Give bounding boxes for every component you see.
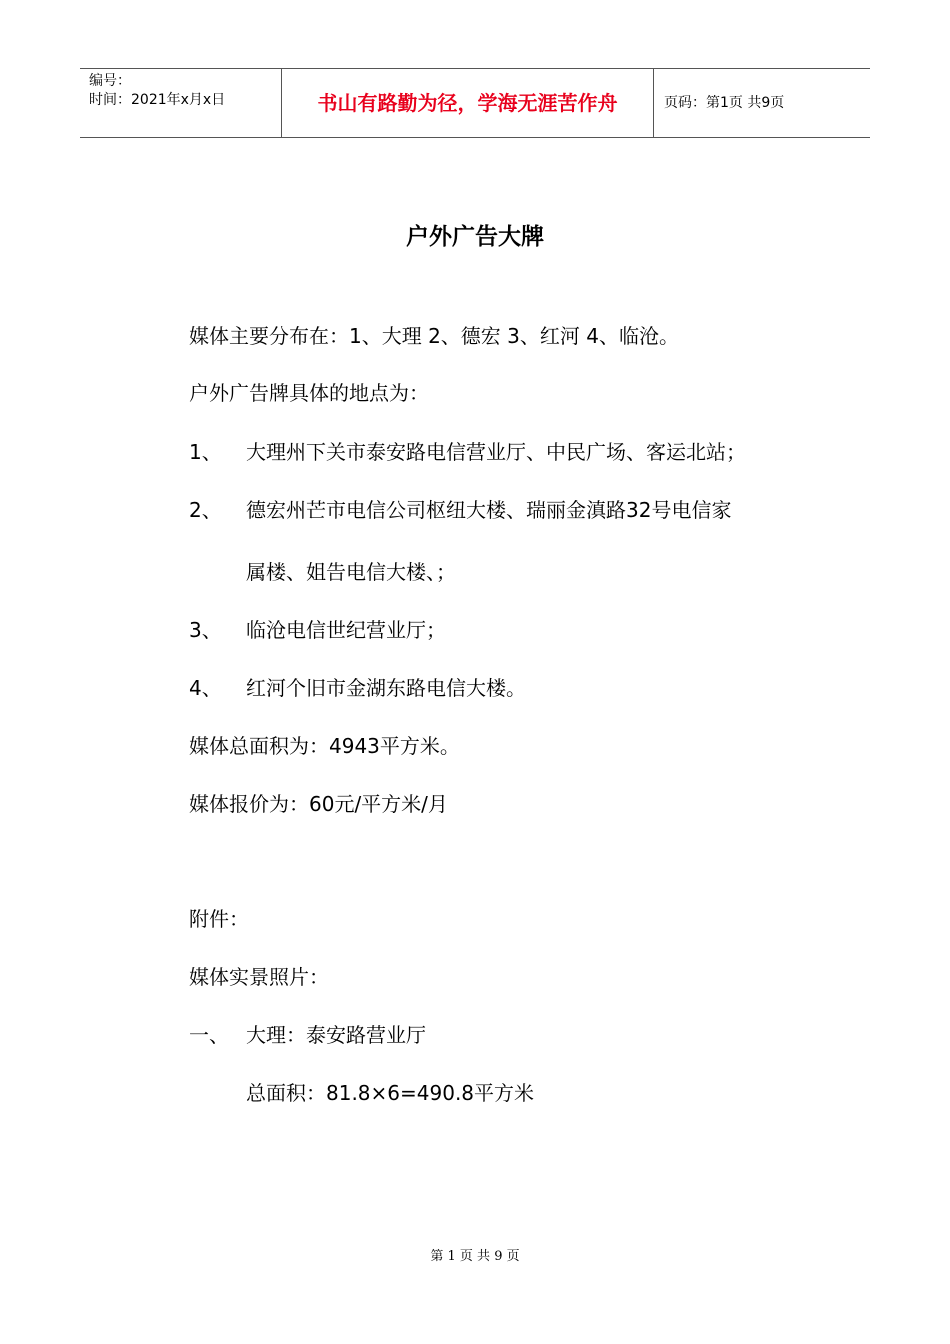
photos-label: 媒体实景照片： [189, 965, 329, 989]
location-number: 4、 [189, 676, 222, 700]
location-text: 大理州下关市泰安路电信营业厅、中民广场、客运北站； [246, 440, 746, 464]
location-text: 红河个旧市金湖东路电信大楼。 [246, 676, 526, 700]
locations-intro: 户外广告牌具体的地点为： [189, 381, 429, 405]
document-number-label: 编号： [89, 73, 131, 89]
page-footer: 第 1 页 共 9 页 [430, 1249, 520, 1264]
distribution-text: 媒体主要分布在：1、大理 2、德宏 3、红河 4、临沧。 [189, 324, 679, 348]
location-text-continued: 属楼、姐告电信大楼、； [246, 560, 456, 584]
attachment-label: 附件： [189, 907, 249, 931]
location-number: 1、 [189, 440, 222, 464]
item-area: 总面积：81.8×6=490.8平方米 [246, 1081, 535, 1105]
price-text: 媒体报价为：60元/平方米/月 [189, 792, 448, 816]
header-page-info: 页码：第1页 共9页 [664, 95, 785, 111]
header-meta [80, 69, 281, 137]
item-number: 一、 [189, 1023, 229, 1047]
location-text: 德宏州芒市电信公司枢纽大楼、瑞丽金滇路32号电信家 [246, 498, 732, 522]
header-motto: 书山有路勤为径，学海无涯苦作舟 [281, 69, 654, 137]
total-area-text: 媒体总面积为：4943平方米。 [189, 734, 460, 758]
item-title: 大理：泰安路营业厅 [246, 1023, 426, 1047]
document-title: 户外广告大牌 [406, 224, 544, 250]
location-number: 3、 [189, 618, 222, 642]
document-date: 时间：2021年x月x日 [89, 92, 226, 108]
page-header [80, 68, 870, 138]
location-text: 临沧电信世纪营业厅； [246, 618, 446, 642]
location-number: 2、 [189, 498, 222, 522]
